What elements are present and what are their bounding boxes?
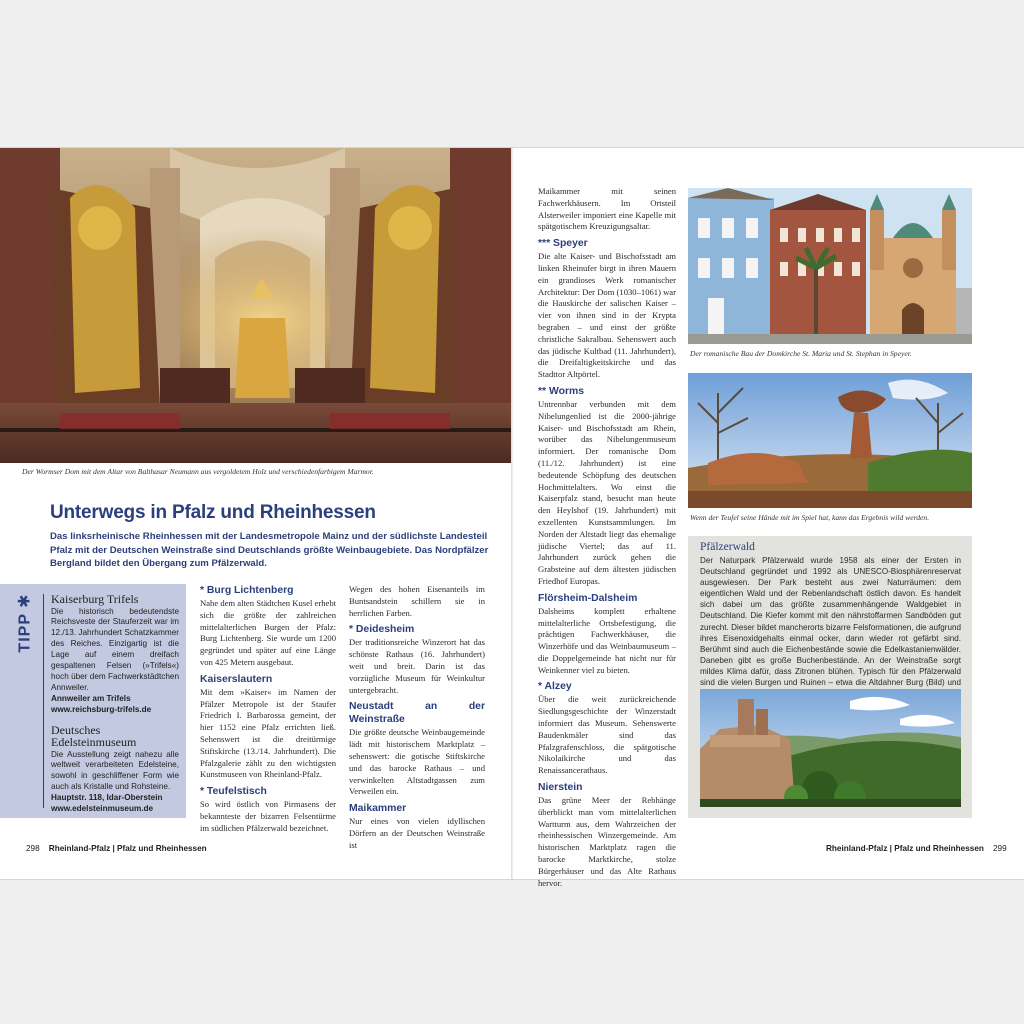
entry-text: Mit dem »Kaiser« im Namen der Pfälzer Metropole ist der Staufer Friedrich I. Barbarossa gemeint, der hier 1152 eine Pfalz errichten ließ. Sehenswert ist die dreitürmige Stiftskirche (13./14. Jahrhundert). Die Pfalzgalerie zählt zu den wichtigsten Kunstmuseen von Rheinland-Pfalz.	[200, 686, 336, 780]
entry-heading: * Teufelstisch	[200, 786, 267, 798]
tipp-item-text: Die historisch bedeutendste Reichsveste der Stauferzeit war im 12./13. Jahrhundert Schatzkammer des Reiches. Einzigartig ist die Lage auf einem dreifach gespaltenen Felsen (»Trifels«) hoch über dem Fachwerkstädtchen Annweiler.	[51, 606, 179, 692]
entry-text: Maikammer mit seinen Fachwerkhäusern. Im Ortsteil Alsterweiler imponiert eine Kapelle mit spätgotischem Kreuzigungsaltar.	[538, 186, 676, 232]
entry-heading: * Alzey	[538, 681, 572, 693]
entry-text: Wegen des hohen Eisenanteils im Buntsandstein schillern sie in herrlichen Farben.	[349, 584, 485, 618]
entry-heading: *** Speyer	[538, 238, 588, 250]
tipp-box	[0, 584, 186, 818]
pfaelzerwald-infobox	[688, 536, 972, 818]
tipp-item-title: Deutsches Edelsteinmuseum	[51, 722, 137, 750]
left-footer	[26, 844, 207, 853]
entry-text: So wird östlich von Pirmasens der bekannteste der bizarren Felsentürme im südlichen Pfälzerwald bezeichnet.	[200, 799, 336, 833]
infobox-title: Pfälzerwald	[700, 541, 755, 553]
lead-paragraph: Das linksrheinische Rheinhessen mit der Landesmetropole Mainz und der südlichste Landesteil Pfalz mit der Deutschen Weinstraße sind Deutschlands größte Weinbaugebiete. Das Nordpfälzer Bergland bildet den Übergang zum Pfälzerwald.	[50, 531, 489, 570]
running-title: Rheinland-Pfalz | Pfalz und Rheinhessen	[826, 844, 984, 853]
entry-heading: * Burg Lichtenberg	[200, 585, 294, 596]
entry-text: Dalsheims komplett erhaltene mittelalterliche Ortsbefestigung, die prächtigen Fachwerkhäuser, die Winzerhöfe und das Weinbaumuseum – die Doppelgemeinde hat nicht nur für Weinkenner viel zu bieten.	[538, 605, 676, 675]
page-gutter	[511, 148, 513, 879]
hero-caption: Der Wormser Dom mit dem Altar von Balthasar Neumann aus vergoldetem Holz und verschiedenfarbigem Marmor.	[22, 467, 374, 476]
entry-heading: Maikammer	[349, 803, 407, 815]
hero-photo-cathedral-interior	[0, 148, 511, 463]
entry-heading: Nierstein	[538, 782, 583, 794]
tipp-item-url[interactable]: www.edelsteinmuseum.de	[51, 804, 154, 814]
tipp-item-address: Hauptstr. 118, Idar-Oberstein	[51, 793, 163, 803]
tipp-item-address: Annweiler am Trifels	[51, 693, 131, 703]
tipp-item	[51, 724, 179, 815]
asterisk-icon: ✱	[15, 593, 35, 608]
entry-heading: Flörsheim-Dalsheim	[538, 592, 638, 604]
section-heading: Unterwegs in Pfalz und Rheinhessen	[50, 502, 376, 523]
tipp-label-band	[10, 588, 40, 658]
entry-text: Über die weit zurückreichende Siedlungsgeschichte der Winzerstadt informiert das Museum. Sehenswerte Baudenkmäler sind das Pfalzgrafenschloss, die spätgotische Nikolaikirche und das Renaissancerathaus.	[538, 694, 676, 776]
entry-text: Der traditionsreiche Winzerort hat das schönste Rathaus (16. Jahrhundert) weit und breit. Darin ist das vorzügliche Museum für Weinkultur untergebracht.	[349, 637, 485, 695]
tipp-body	[51, 593, 179, 823]
entry-text: Nur eines von vielen idyllischen Dörfern an der Deutschen Weinstraße ist	[349, 816, 485, 850]
right-text-column	[538, 186, 676, 893]
photo-speyer-cathedral	[688, 188, 972, 344]
photo-speyer-caption: Der romanische Bau der Domkirche St. Maria und St. Stephan in Speyer.	[690, 349, 912, 358]
right-footer	[826, 844, 1007, 853]
tipp-label: TIPP ✱	[15, 593, 35, 653]
tipp-divider	[43, 594, 44, 808]
entry-text: Untrennbar verbunden mit dem Nibelungenlied ist die 2000-jährige Kaiser- und Bischofsstadt am Rhein, worüber das Nibelungenmuseum informiert. Der romanische Dom (11./12. Jahrhundert) ist eine bedeutende Schöpfung des deutschen Hochmittelalters. Wo einst die Kaiserpfalz stand, besucht man heute den Heylshof (19. Jahrhundert) mit exzellenten Kunstsammlungen. Im Norden der Altstadt liegt das ehemalige jüdische Viertel; das auf 11. Jahrhundert zurück gehen die Grabsteine auf dem ältesten jüdischen Friedhof Europas.	[538, 398, 676, 586]
entry-heading: ** Worms	[538, 385, 585, 397]
entry-text: Das grüne Meer der Rebhänge überblickt man vom mittelalterlichen Wartturm aus, dem Wahrzeichen der rheinhessischen Winzergemeinde. Am historischen Marktplatz ragen die barocke Marktkirche, stolze Bürgerhäuser und das Alte Rathaus hervor.	[538, 795, 676, 888]
photo-teufelstisch	[688, 373, 972, 508]
tipp-item-text: Die Ausstellung zeigt nahezu alle weltweit verarbeiteten Edelsteine, sowohl in geschliffener Form wie auch als Kristalle und Rohsteine.	[51, 749, 179, 792]
entry-heading: Neustadt an der Weinstraße	[349, 701, 485, 726]
tipp-item	[51, 593, 179, 716]
photo-altdahn-castle	[700, 689, 961, 807]
tipp-item-url[interactable]: www.reichsburg-trifels.de	[51, 704, 152, 714]
photo-teufelstisch-caption: Wenn der Teufel seine Hände mit im Spiel hat, kann das Ergebnis wild werden.	[690, 513, 930, 522]
entry-heading: Kaiserslautern	[200, 673, 273, 685]
infobox-text: Der Naturpark Pfälzerwald wurde 1958 als einer der Ersten in Deutschland gegründet und 1992 als UNESCO-Biosphärenreservat ausgewiesen. Der Park besteht aus zwei Naturräumen: dem eigentlichen Wald und der Rebenlandschaft östlich davon. Es handelt sich dabei um das größte zusammenhängende Waldgebiet in Deutschland. Die Kiefer kommt mit den nährstoffarmen Sandböden gut zurecht. Dieser bildet mancherorts bizarre Felsformationen, die aufgrund ihres Eisenoxidgehalts einmal ocker, dann wieder rot gefärbt sind. Berühmt sind auch die Eichenbestände sowie die Edelkastanienwälder. Daneben gibt es große Buchenbestände. An der Weinstraße sorgt mildes Klima dafür, dass Zitronen blühen. Typisch für den Pfälzerwald sind die vielen Burgen und Ruinen – etwa die Altdahner Burg (Bild) und	[700, 556, 961, 688]
entry-text: Die größte deutsche Weinbaugemeinde lädt mit historischem Marktplatz – sehenswert: die gotische Stiftskirche und das barocke Rathaus – und verwinkelten Altstadtgassen zum Verweilen ein.	[349, 727, 485, 797]
running-title: Rheinland-Pfalz | Pfalz und Rheinhessen	[48, 844, 207, 853]
entry-heading: * Deidesheim	[349, 624, 415, 636]
tipp-item-title: Kaiserburg Trifels	[51, 592, 139, 606]
page-number: 299	[992, 844, 1007, 853]
page-number: 298	[26, 844, 40, 853]
left-text-column-2	[349, 584, 485, 856]
book-spread	[0, 147, 1024, 888]
entry-text: Nahe dem alten Städtchen Kusel erhebt sich die größte der zahlreichen mittelalterlichen Burgen der Pfalz: Burg Lichtenberg. Sie wurde um 1200 gegründet und später auf eine Länge von 425 Metern ausgebaut.	[200, 598, 336, 667]
left-text-column-1	[200, 584, 336, 839]
entry-text: Die alte Kaiser- und Bischofsstadt am linken Rheinufer birgt in ihren Mauern ein grandioses Werk romanischer Architektur: Der Dom (1030–1061) war die Hauskirche der salischen Kaiser – vier von ihnen sind in der Krypta begraben – und einst der größte christliche Sakralbau. Sehenswert auch das jüdische Kultbad (11. Jahrhundert), die Dreifaltigkeitskirche und das Stadttor Altpörtel.	[538, 251, 676, 380]
